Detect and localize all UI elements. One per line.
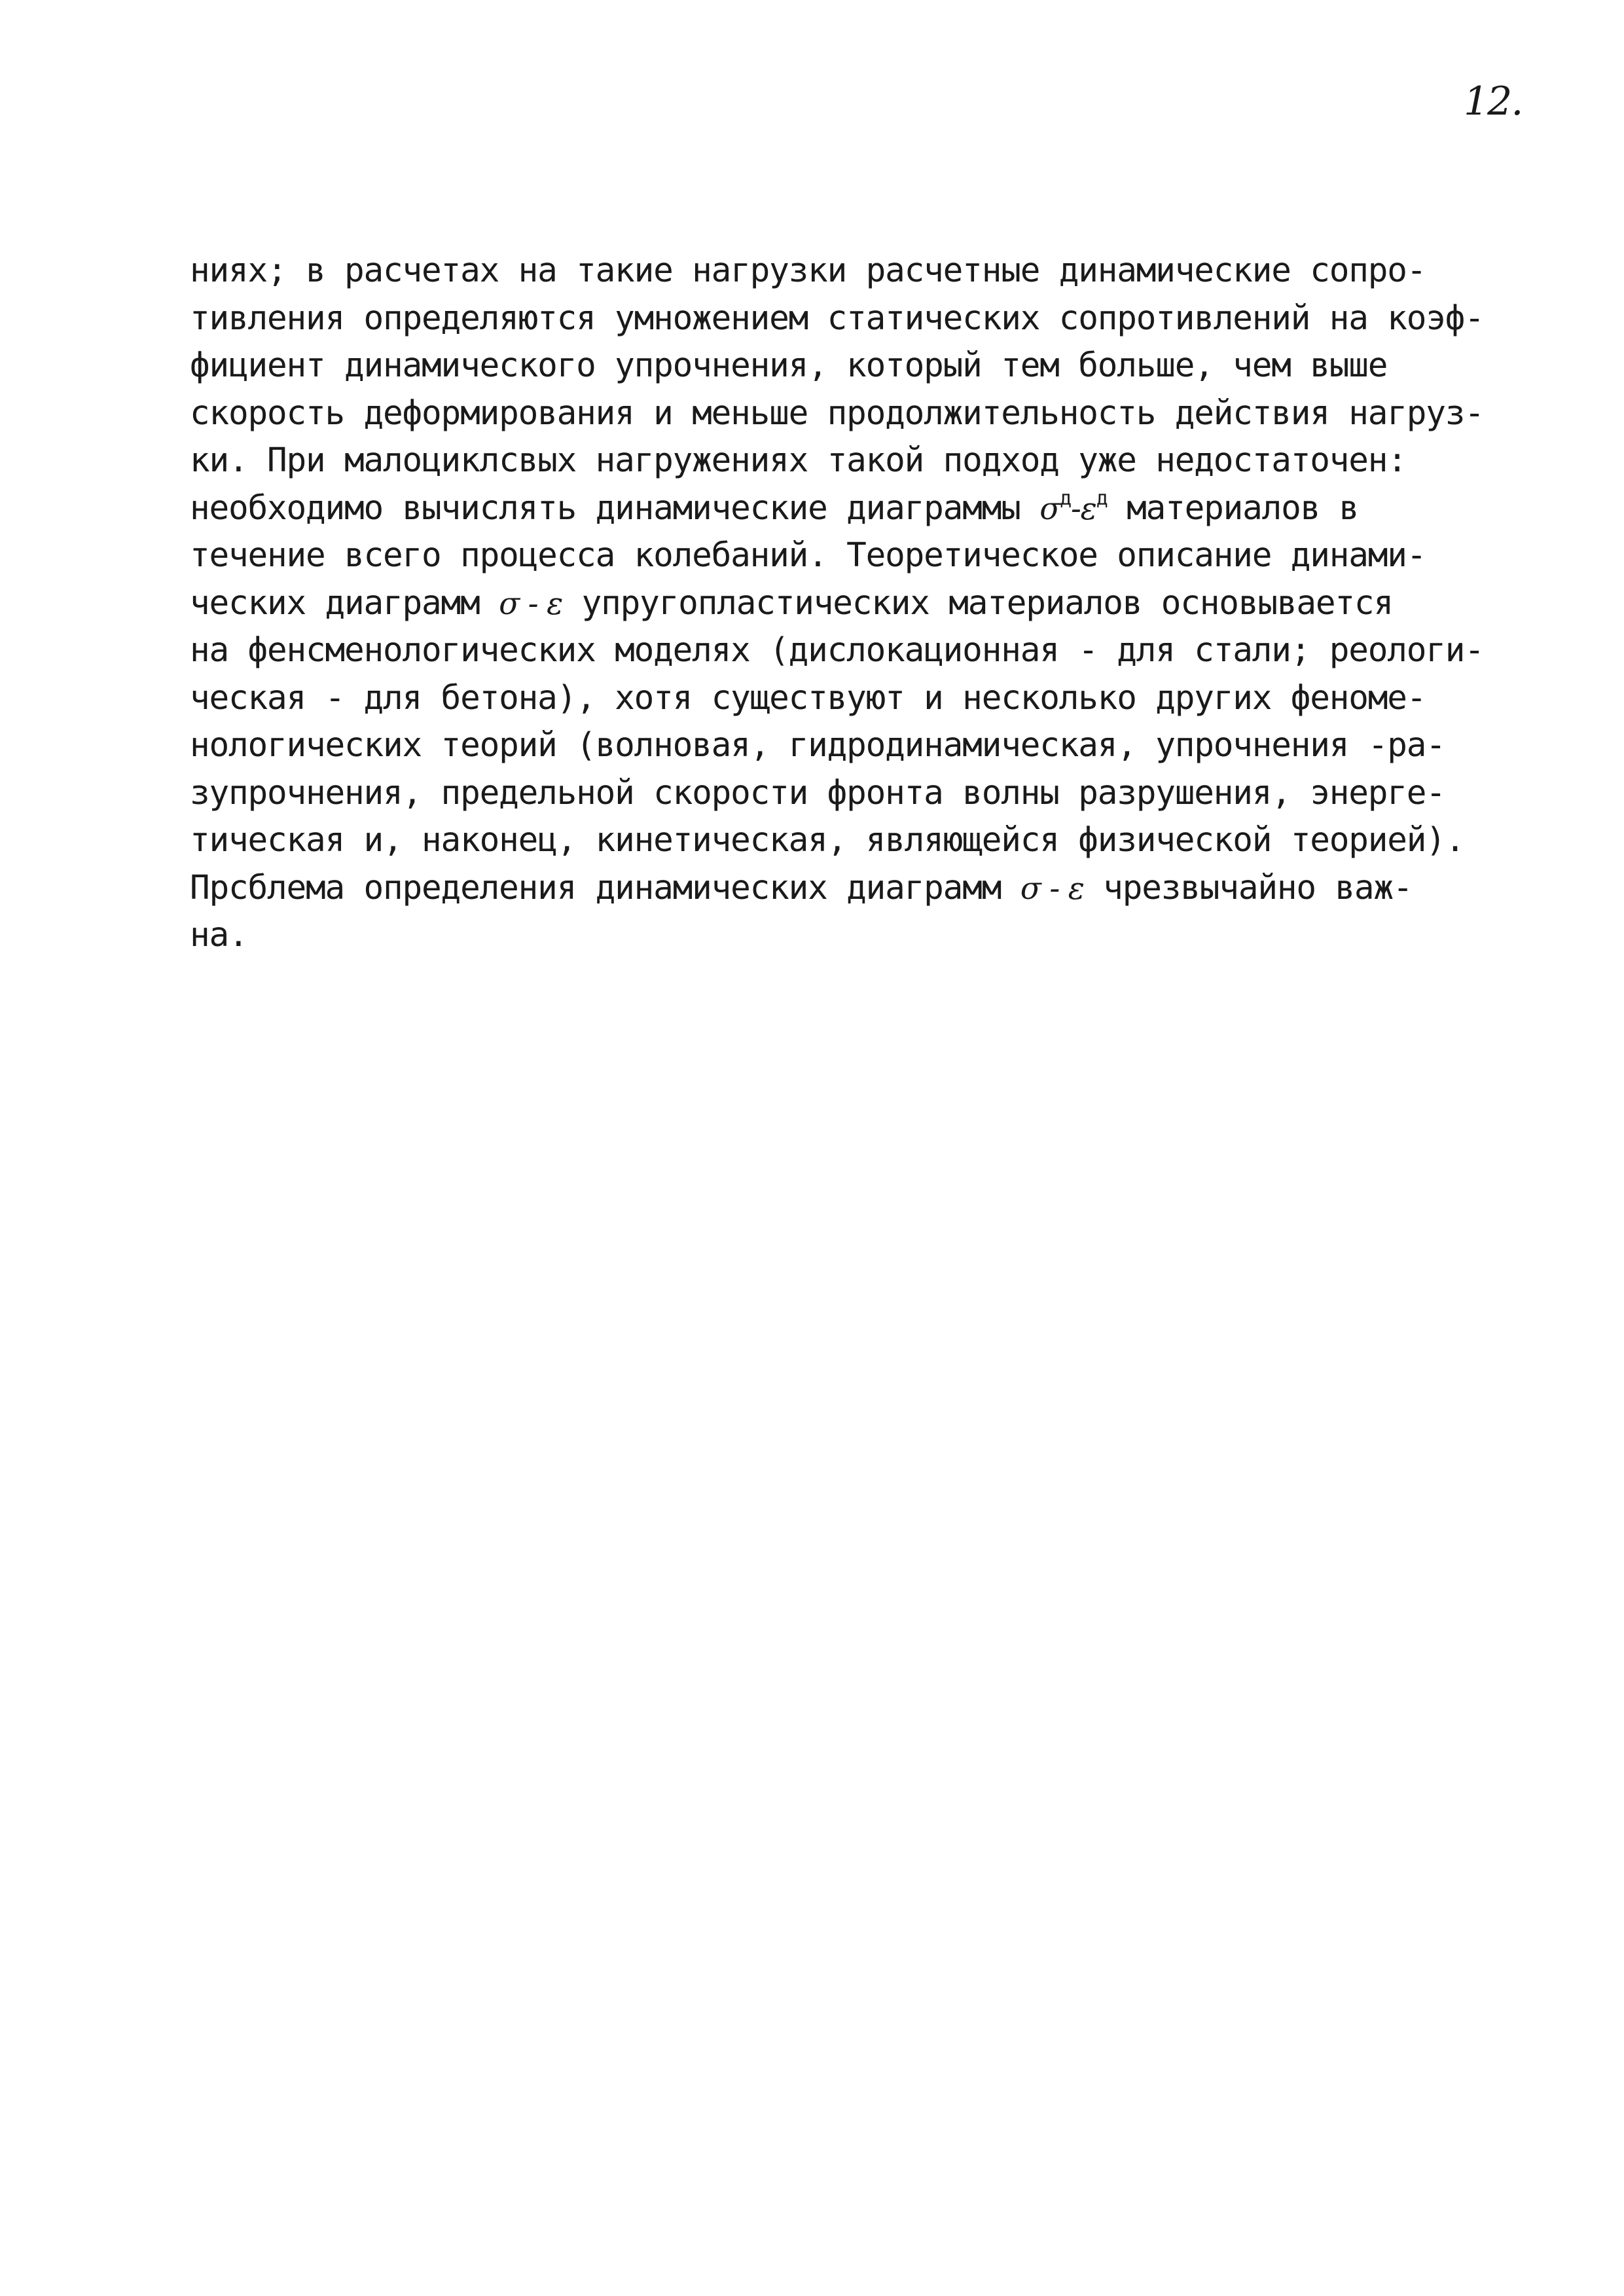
text-line: ческая - для бетона), хотя существуют и несколько других феноме- bbox=[190, 678, 1426, 718]
text-line: зупрочнения, предельной скорости фронта волны разрушения, энерге- bbox=[190, 773, 1445, 812]
epsilon-superscript: д bbox=[1096, 486, 1108, 510]
text-line-with-formula bbox=[190, 865, 1525, 913]
text-line: на. bbox=[190, 916, 248, 955]
stress-strain-formula: σ - ε bbox=[1020, 870, 1084, 907]
text-line-with-formula bbox=[190, 580, 1525, 628]
text-line: ниях; в расчетах на такие нагрузки расчетные динамические сопро- bbox=[190, 251, 1426, 290]
text-line-with-formula bbox=[190, 485, 1525, 533]
sigma-symbol: σ bbox=[1039, 490, 1060, 527]
text-line: нологических теорий (волновая, гидродинамическая, упрочнения -ра- bbox=[190, 726, 1445, 765]
text-line: фициент динамического упрочнения, который тем больше, чем выше bbox=[190, 346, 1388, 385]
line-text-after: упругопластических материалов основывается bbox=[562, 583, 1393, 623]
formula-dash: - bbox=[1070, 490, 1081, 527]
epsilon-symbol: ε bbox=[1080, 490, 1096, 527]
stress-strain-formula: σ - ε bbox=[499, 585, 563, 622]
body-text bbox=[190, 247, 1525, 960]
line-text-after: материалов в bbox=[1107, 488, 1359, 528]
text-line: тическая и, наконец, кинетическая, являющейся физической теорией). bbox=[190, 821, 1465, 860]
line-text-after: чрезвычайно важ- bbox=[1083, 868, 1413, 907]
page-number: 12. bbox=[1464, 79, 1523, 124]
text-line: скорость деформирования и меньше продолжительность действия нагруз- bbox=[190, 393, 1484, 433]
text-line: тивления определяются умножением статических сопротивлений на коэф- bbox=[190, 299, 1484, 338]
text-line: ки. При малоциклсвых нагружениях такой подход уже недостаточен: bbox=[190, 441, 1407, 480]
text-line: течение всего процесса колебаний. Теоретическое описание динами- bbox=[190, 536, 1426, 575]
line-text-before: необходимо вычислять динамические диаграммы bbox=[190, 488, 1040, 528]
sigma-superscript: д bbox=[1060, 486, 1071, 510]
line-text-before: Прсблема определения динамических диаграмм bbox=[190, 868, 1020, 907]
text-line: на фенсменологических моделях (дислокационная - для стали; реологи- bbox=[190, 631, 1484, 670]
line-text-before: ческих диаграмм bbox=[190, 583, 499, 623]
